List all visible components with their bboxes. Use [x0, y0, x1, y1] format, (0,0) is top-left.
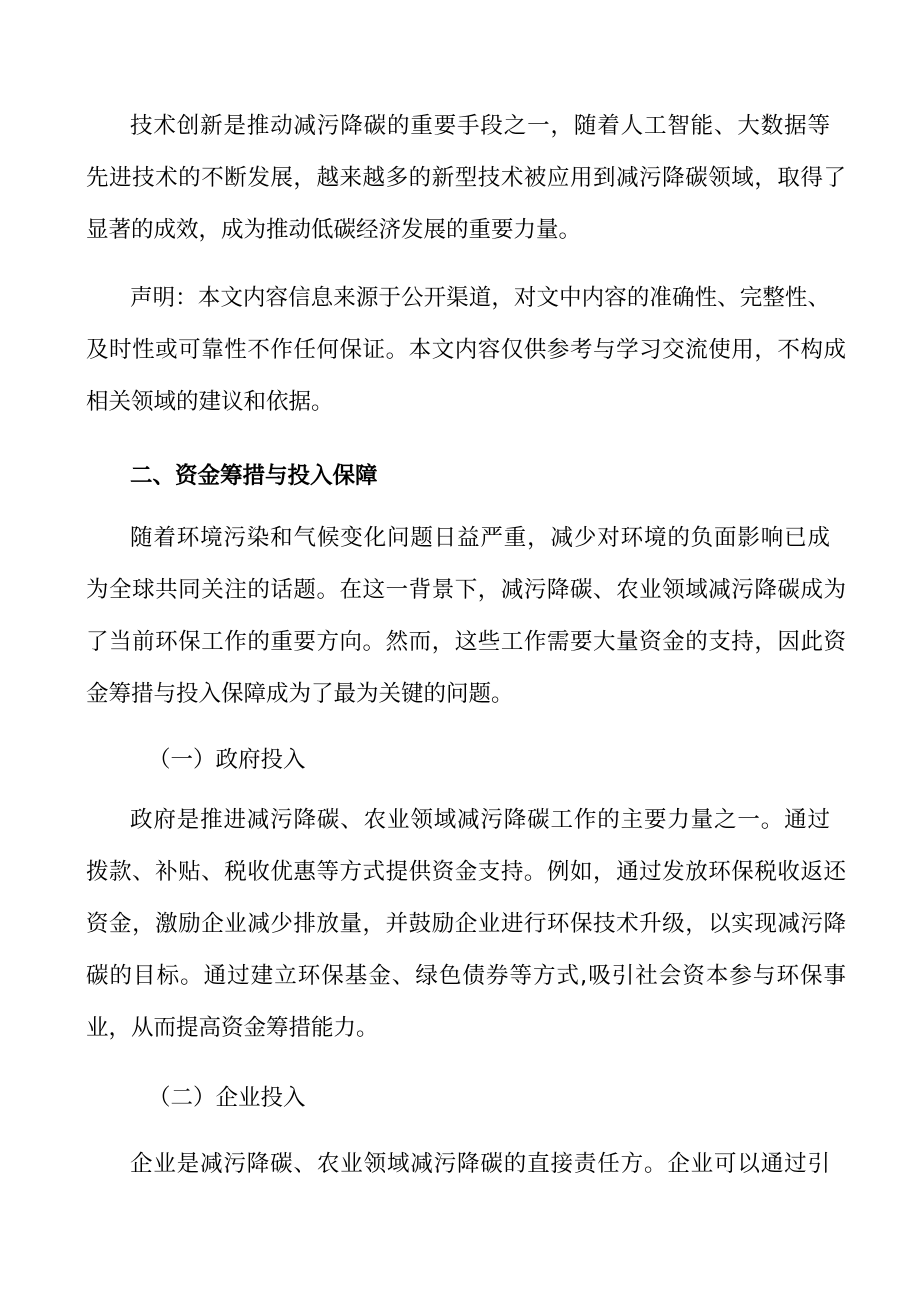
- paragraph-5-line-1: 企业是减污降碳、农业领域减污降碳的直接责任方。企业可以通过引: [130, 1151, 830, 1177]
- paragraph-4-line-1: 政府是推进减污降碳、农业领域减污降碳工作的主要力量之一。通过: [130, 807, 830, 833]
- section-heading: 二、资金筹措与投入保障: [130, 463, 378, 489]
- subheading-government: （一）政府投入: [148, 747, 306, 773]
- disclaimer-line-1: 声明：本文内容信息来源于公开渠道，对文中内容的准确性、完整性、: [130, 285, 830, 311]
- paragraph-1-line-1: 技术创新是推动减污降碳的重要手段之一，随着人工智能、大数据等: [130, 113, 830, 139]
- paragraph-4-line-2: 拨款、补贴、税收优惠等方式提供资金支持。例如，通过发放环保税收返还: [86, 859, 846, 885]
- disclaimer-line-3: 相关领域的建议和依据。: [86, 389, 334, 415]
- paragraph-4-line-3: 资金，激励企业减少排放量，并鼓励企业进行环保技术升级，以实现减污降: [86, 911, 846, 937]
- paragraph-1-line-3: 显著的成效，成为推动低碳经济发展的重要力量。: [86, 217, 582, 243]
- disclaimer-line-2: 及时性或可靠性不作任何保证。本文内容仅供参考与学习交流使用，不构成: [86, 337, 846, 363]
- paragraph-3-line-4: 金筹措与投入保障成为了最为关键的问题。: [86, 681, 514, 707]
- paragraph-4-line-5: 业，从而提高资金筹措能力。: [86, 1015, 379, 1041]
- paragraph-4-line-4: 碳的目标。通过建立环保基金、绿色债券等方式,吸引社会资本参与环保事: [86, 963, 846, 989]
- paragraph-3-line-3: 了当前环保工作的重要方向。然而，这些工作需要大量资金的支持，因此资: [86, 629, 846, 655]
- subheading-enterprise: （二）企业投入: [148, 1085, 306, 1111]
- paragraph-3-line-1: 随着环境污染和气候变化问题日益严重，减少对环境的负面影响已成: [130, 525, 830, 551]
- paragraph-1-line-2: 先进技术的不断发展，越来越多的新型技术被应用到减污降碳领域，取得了: [86, 165, 846, 191]
- paragraph-3-line-2: 为全球共同关注的话题。在这一背景下，减污降碳、农业领域减污降碳成为: [86, 577, 846, 603]
